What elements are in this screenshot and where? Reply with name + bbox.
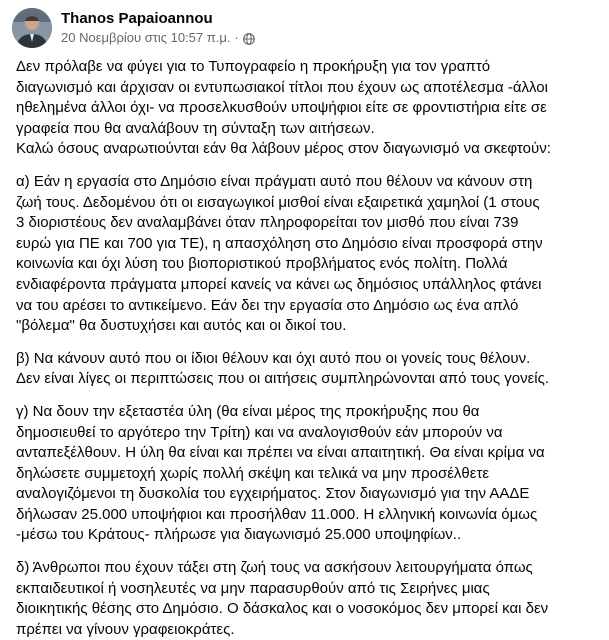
author-avatar[interactable]	[12, 8, 52, 48]
globe-icon[interactable]	[243, 32, 255, 44]
post-paragraph-c: γ) Να δουν την εξεταστέα ύλη (θα είναι μέρος της προκήρυξης που θα δημοσιευθεί το αργότερο την Τρίτη) και να αναλογισθούν εάν μπορούν να ανταπεξέλθουν. Η ύλη θα είναι και πρέπει να είναι απαιτητική. Θα είναι κρίμα να δηλώσετε συμμετοχή χωρίς πολλή σκέψη και τελικά να μην προσέλθετε αναλογιζόμενοι τη δυσκολία του εγχειρήματος. Στον διαγωνισμό για την ΑΑΔΕ δήλωσαν 25.000 υποψήφιοι και προσήλθαν 11.000. Η ελληνική κοινωνία όμως -μέσω του Κράτους- πλήρωσε για διαγωνισμό 25.000 υποψηφίων..	[16, 402, 545, 544]
meta-separator: ·	[234, 30, 239, 45]
post-header	[12, 8, 255, 48]
post-timestamp[interactable]: 20 Νοεμβρίου στις 10:57 π.μ.	[61, 30, 231, 45]
author-name[interactable]: Thanos Papaioannou	[61, 10, 213, 27]
post-paragraph-b: β) Να κάνουν αυτό που οι ίδιοι θέλουν και όχι αυτό που οι γονείς τους θέλουν. Δεν είναι λίγες οι περιπτώσεις που οι αιτήσεις συμπληρώνονται από τους γονείς.	[16, 349, 550, 388]
post-paragraph-intro: Δεν πρόλαβε να φύγει για το Τυπογραφείο η προκήρυξη για τον γραπτό διαγωνισμό και άρχισαν οι εντυπωσιακοί τίτλοι που έχουν ως αποτέλεσμα -άλλοι ηθελημένα άλλοι όχι- να προσελκυσθούν υποψήφιοι είτε σε φροντιστήρια είτε σε γραφεία που θα αναλάβουν τη σύνταξη των αιτήσεων. Καλώ όσους αναρωτιούνται εάν θα λάβουν μέρος στον διαγωνισμό να σκεφτούν:	[16, 58, 551, 158]
post-paragraph-d: δ) Άνθρωποι που έχουν τάξει στη ζωή τους να ασκήσουν λειτουργήματα όπως εκπαιδευτικοί ή νοσηλευτές να μην παρασυρθούν από τις Σειρήνες μιας διοικητικής θέσης στο Δημόσιο. Ο δάσκαλος και ο νοσοκόμος δεν μπορεί και δεν πρέπει να γίνουν γραφειοκράτες.	[16, 559, 549, 638]
post-body	[16, 57, 601, 640]
post-paragraph-a: α) Εάν η εργασία στο Δημόσιο είναι πράγματι αυτό που θέλουν να κάνουν στη ζωή τους. Δεδομένου ότι οι εισαγωγικοί μισθοί είναι εξαιρετικά χαμηλοί (1 στους 3 διοριστέους δεν αναλαμβάνει όταν πληροφορείται τον μισθό που είναι 739 ευρώ για ΠΕ και 700 για ΤΕ), η απασχόληση στο Δημόσιο είναι προσφορά στην κοινωνία και όχι λύση του βιοποριστικού προβλήματος ενός πολίτη. Πολλά ενδιαφέροντα πράγματα μπορεί κανείς να κάνει ως δημόσιος υπάλληλος φτάνει να του αρέσει το αντικείμενο. Εάν δει την εργασία στο Δημόσιο ως ένα απλό "βόλεμα" θα δυστυχήσει και αυτός και οι δικοί του.	[16, 172, 543, 335]
profile-photo-icon	[12, 8, 52, 48]
